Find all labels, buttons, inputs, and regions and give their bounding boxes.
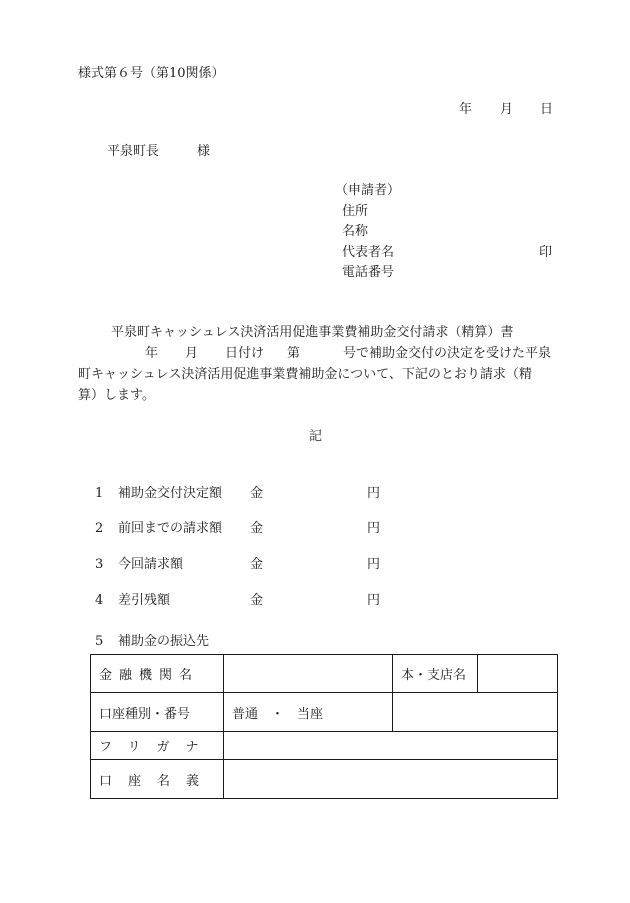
table-row (91, 732, 558, 760)
account-type-options[interactable]: 普通 ・ 当座 (224, 693, 393, 732)
furigana-label-text: フリガナ (99, 740, 215, 755)
body-text-2: 町キャッシュレス決済活用促進事業費補助金について、下記のとおり請求（精 (78, 367, 532, 382)
institution-value[interactable] (224, 655, 393, 693)
holder-value[interactable] (224, 760, 558, 799)
document-title: 平泉町キャッシュレス決済活用促進事業費補助金交付請求（精算）書 (111, 325, 514, 340)
addressee-name: 平泉町長 (107, 144, 160, 159)
item-kin: 金 (250, 557, 264, 572)
table-row (91, 760, 558, 799)
addressee-honorific: 様 (197, 144, 211, 159)
item-number: 4 (95, 593, 104, 608)
seal-mark: 印 (539, 245, 553, 260)
item-number: 3 (95, 557, 104, 572)
date-year: 年 (459, 102, 473, 117)
applicant-representative-label: 代表者名 (342, 245, 395, 260)
body-dated: 日付け (225, 346, 265, 361)
item-kin: 金 (250, 521, 264, 536)
bank-account-table (90, 654, 558, 799)
item-kin: 金 (250, 486, 264, 501)
applicant-address-label: 住所 (342, 204, 369, 219)
account-number-value[interactable] (393, 693, 558, 732)
body-text-1: 号で補助金交付の決定を受けた平泉 (343, 346, 552, 361)
branch-label: 本・支店名 (393, 655, 478, 693)
furigana-value[interactable] (224, 732, 558, 760)
item-yen: 円 (367, 557, 381, 572)
table-row (91, 655, 558, 693)
bank-section-label: 補助金の振込先 (118, 634, 210, 649)
branch-value[interactable] (478, 655, 558, 693)
body-text-3: 算）します。 (78, 388, 155, 403)
body-month: 月 (185, 346, 199, 361)
account-type-label: 口座種別・番号 (91, 693, 224, 732)
bank-section-number: 5 (95, 634, 104, 649)
form-number: 様式第６号（第10関係） (78, 66, 225, 81)
table-row (91, 693, 558, 732)
body-dai: 第 (287, 346, 301, 361)
applicant-heading: （申請者） (335, 183, 401, 198)
body-year: 年 (145, 346, 159, 361)
item-kin: 金 (250, 593, 264, 608)
item-yen: 円 (367, 486, 381, 501)
item-label: 補助金交付決定額 (118, 486, 223, 501)
applicant-phone-label: 電話番号 (342, 265, 395, 280)
date-day: 日 (540, 102, 554, 117)
applicant-name-label: 名称 (342, 224, 369, 239)
holder-label-text: 口座名義 (99, 773, 216, 789)
item-number: 2 (95, 521, 104, 536)
institution-label-text: 金融機関名 (99, 668, 200, 683)
furigana-label (91, 732, 224, 760)
item-label: 前回までの請求額 (118, 521, 223, 536)
item-yen: 円 (367, 593, 381, 608)
institution-label (91, 655, 224, 693)
item-number: 1 (95, 486, 104, 501)
item-yen: 円 (367, 521, 381, 536)
item-label: 差引残額 (118, 593, 171, 608)
date-month: 月 (500, 102, 514, 117)
holder-label (91, 760, 224, 799)
ki-heading: 記 (309, 429, 323, 444)
item-label: 今回請求額 (118, 557, 184, 572)
